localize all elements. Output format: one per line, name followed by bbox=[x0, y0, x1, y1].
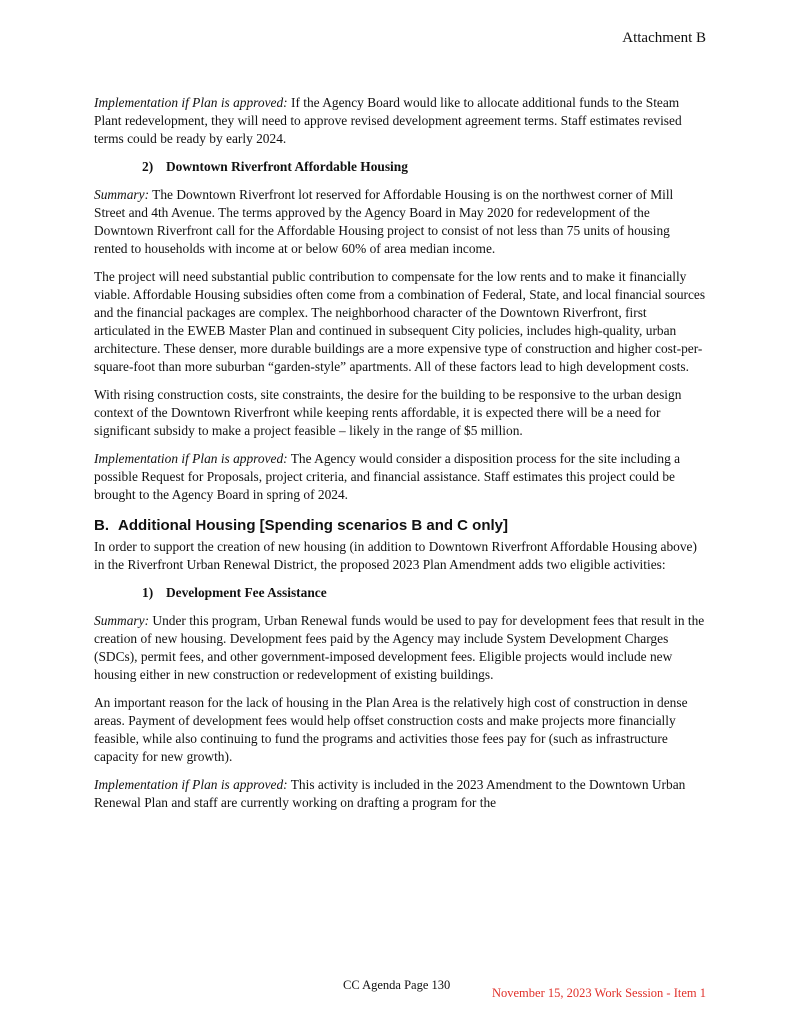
document-body bbox=[94, 94, 706, 822]
paragraph: An important reason for the lack of housing in the Plan Area is the relatively high cost of construction in dense areas. Payment of development fees would help offset construction costs and make projects more financially feasible, while also continuing to fund the programs and activities those fees pay for (such as infrastructure capacity for new growth). bbox=[94, 695, 688, 764]
paragraph-text: If the Agency Board would like to allocate additional funds to the Steam Plant redevelopment, they will need to approve revised development agreement terms. Staff estimates revised terms could be ready by early 2024. bbox=[94, 95, 682, 146]
paragraph-text: Under this program, Urban Renewal funds would be used to pay for development fees that result in the creation of new housing. Development fees paid by the Agency may include System Development Charges (SDCs), permit fees, and other government-imposed development fees. Eligible projects would include new housing either in new construction or redevelopment of existing buildings. bbox=[94, 613, 705, 682]
paragraph-lead: Summary: bbox=[94, 187, 150, 202]
subsection-heading bbox=[142, 584, 706, 602]
paragraph: The project will need substantial public contribution to compensate for the low rents and to make it financially viable. Affordable Housing subsidies often come from a combination of Federal, State, and local financial sources and the financial packages are complex. The neighborhood character of the Downtown Riverfront, first articulated in the EWEB Master Plan and continued in subsequent City policies, includes high-quality, urban architecture. These denser, more durable buildings are a more expensive type of construction and higher cost-per-square-foot than more suburban “garden-style” apartments. All of these factors lead to high development costs. bbox=[94, 269, 706, 374]
paragraph bbox=[94, 186, 706, 258]
paragraph: With rising construction costs, site constraints, the desire for the building to be responsive to the urban design context of the Downtown Riverfront while keeping rents affordable, it is expected there will be a need for significant subsidy to make a project feasible – likely in the range of $5 million. bbox=[94, 387, 682, 438]
paragraph-lead: Implementation if Plan is approved: bbox=[94, 777, 288, 792]
paragraph bbox=[94, 612, 706, 684]
session-label: November 15, 2023 Work Session - Item 1 bbox=[491, 986, 706, 1000]
section-title: Additional Housing [Spending scenarios B and C only] bbox=[118, 517, 509, 534]
page-number: CC Agenda Page 130 bbox=[343, 978, 451, 992]
paragraph-text: The Downtown Riverfront lot reserved for Affordable Housing is on the northwest corner of Mill Street and 4th Avenue. The terms approved by the Agency Board in May 2020 for redevelopment of the Downtown Riverfront call for the Affordable Housing project to consist of not less than 75 units of housing rented to households with income at or below 60% of area median income. bbox=[94, 187, 674, 256]
subsection-title: Development Fee Assistance bbox=[166, 585, 327, 600]
subsection-title: Downtown Riverfront Affordable Housing bbox=[166, 159, 408, 174]
paragraph bbox=[94, 450, 706, 504]
paragraph bbox=[94, 94, 706, 148]
paragraph-text: This activity is included in the 2023 Amendment to the Downtown Urban Renewal Plan and staff are currently working on drafting a program for the bbox=[94, 777, 686, 810]
subsection-number: 1) bbox=[142, 585, 154, 600]
attachment-label: Attachment B bbox=[622, 30, 706, 46]
subsection-heading bbox=[142, 158, 706, 176]
subsection-number: 2) bbox=[142, 159, 154, 174]
paragraph: In order to support the creation of new housing (in addition to Downtown Riverfront Affordable Housing above) in the Riverfront Urban Renewal District, the proposed 2023 Plan Amendment adds two eligible activities: bbox=[94, 539, 697, 572]
paragraph-lead: Implementation if Plan is approved: bbox=[94, 95, 288, 110]
paragraph-lead: Summary: bbox=[94, 613, 150, 628]
section-letter: B. bbox=[94, 517, 109, 534]
paragraph-text: The Agency would consider a disposition process for the site including a possible Request for Proposals, project criteria, and financial assistance. Staff estimates this project could be brought to the Agency Board in spring of 2024. bbox=[94, 451, 681, 502]
paragraph-lead: Implementation if Plan is approved: bbox=[94, 451, 288, 466]
section-heading bbox=[94, 516, 706, 536]
paragraph bbox=[94, 776, 706, 812]
